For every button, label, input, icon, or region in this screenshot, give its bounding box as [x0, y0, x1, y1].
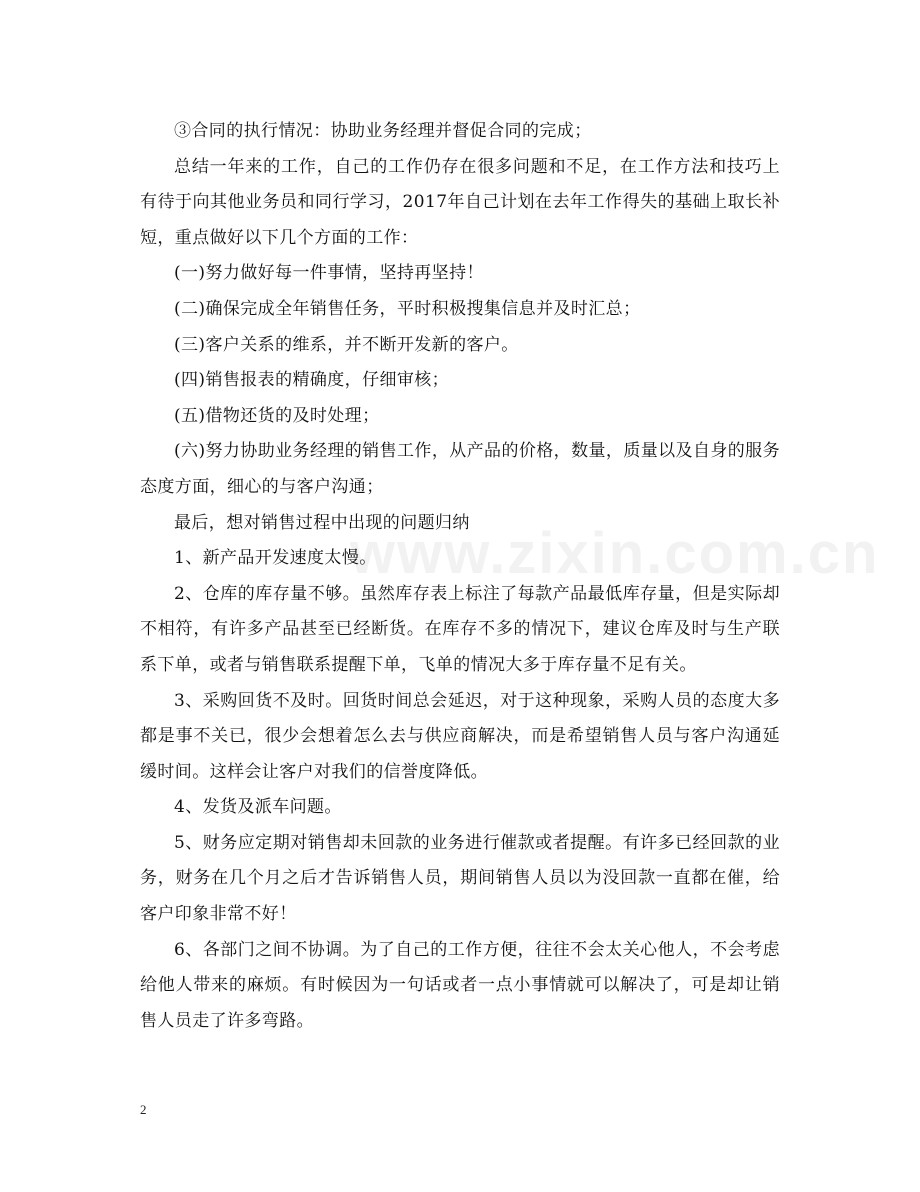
problem-item-5: 5、财务应定期对销售却未回款的业务进行催款或者提醒。有许多已经回款的业务，财务在几个月之后才告诉销售人员，期间销售人员以为没回款一直都在催，给客户印象非常不好！ — [140, 832, 780, 925]
problem-item-2: 2、仓库的库存量不够。虽然库存表上标注了每款产品最低库存量，但是实际却不相符，有许多产品甚至已经断货。在库存不多的情况下，建议仓库及时与生产联系下单，或者与销售联系提醒下单，飞单的情况大多于库存量不足有关。 — [140, 583, 780, 675]
list-item-2: (二)确保完成全年销售任务，平时积极搜集信息并及时汇总； — [174, 298, 641, 319]
paragraph-problems-intro: 最后，想对销售过程中出现的问题归纳 — [174, 512, 470, 533]
paragraph-contract-execution: ③合同的执行情况：协助业务经理并督促合同的完成； — [174, 121, 592, 141]
list-item-1: (一)努力做好每一件事情，坚持再坚持！ — [174, 263, 484, 284]
list-item-6: (六)努力协助业务经理的销售工作，从产品的价格，数量，质量以及自身的服务态度方面，细心的与客户沟通； — [140, 441, 780, 497]
problem-item-6: 6、各部门之间不协调。为了自己的工作方便，往往不会太关心他人，不会考虑给他人带来的麻烦。有时候因为一句话或者一点小事情就可以解决了，可是却让销售人员走了许多弯路。 — [140, 939, 780, 1031]
problem-item-4: 4、发货及派车问题。 — [174, 797, 342, 818]
problem-item-1: 1、新产品开发速度太慢。 — [174, 548, 377, 569]
list-item-5: (五)借物还货的及时处理； — [174, 405, 380, 426]
watermark: www.zixin.com.cn — [350, 521, 880, 586]
page-number: 2 — [140, 1102, 147, 1117]
paragraph-summary: 总结一年来的工作，自己的工作仍存在很多问题和不足，在工作方法和技巧上有待于向其他业务员和同行学习，2017年自己计划在去年工作得失的基础上取长补短，重点做好以下几个方面的工作： — [140, 156, 780, 248]
list-item-3: (三)客户关系的维系，并不断开发新的客户。 — [174, 334, 519, 355]
problem-item-3: 3、采购回货不及时。回货时间总会延迟，对于这种现象，采购人员的态度大多都是事不关已，很少会想着怎么去与供应商解决，而是希望销售人员与客户沟通延缓时间。这样会让客户对我们的信誉度降低。 — [140, 690, 780, 782]
list-item-4: (四)销售报表的精确度，仔细审核； — [174, 370, 450, 391]
body-text — [140, 114, 780, 1039]
